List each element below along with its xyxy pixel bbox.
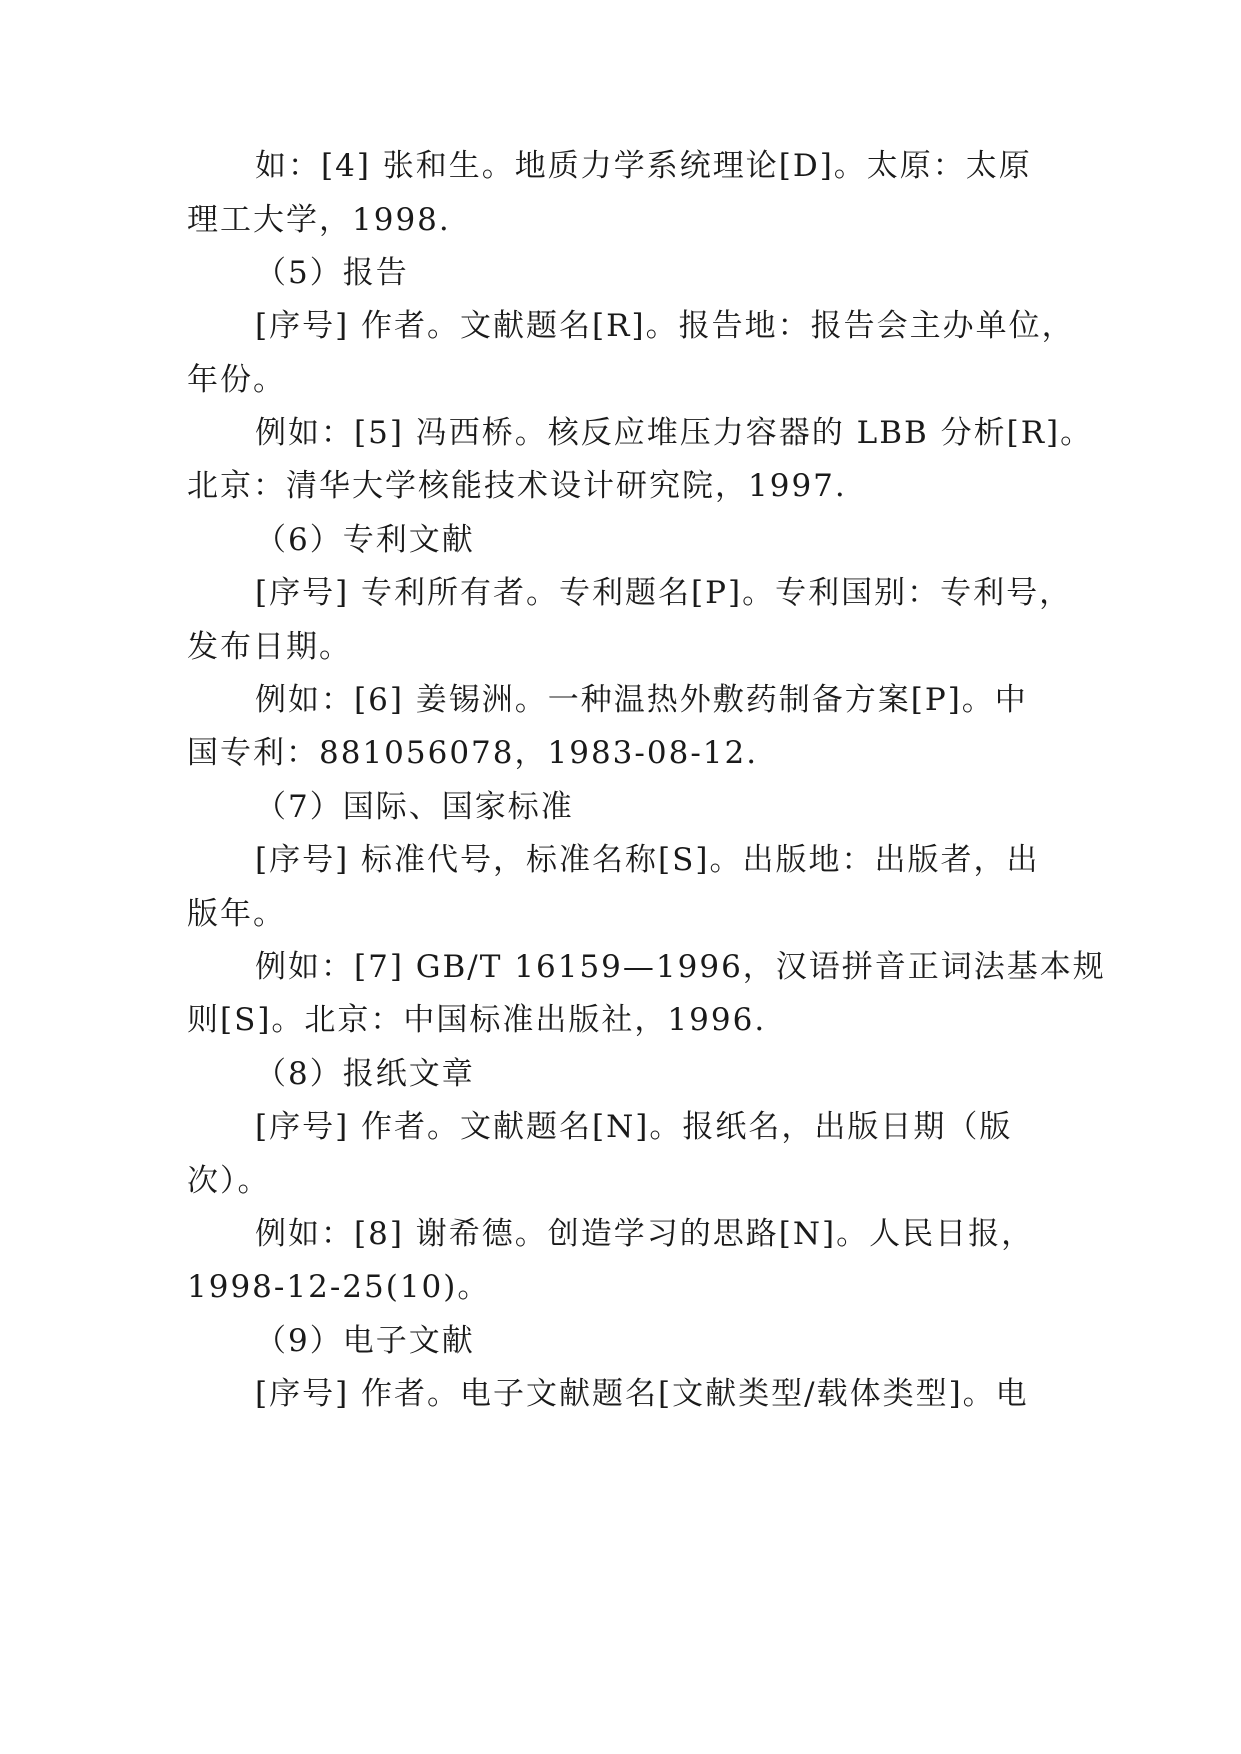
section-heading-patent: （6）专利文献 (255, 522, 475, 558)
text-line-example-4-cont: 理工大学，1998. (187, 202, 451, 238)
section-heading-newspaper: （8）报纸文章 (255, 1056, 475, 1092)
text-line-example-5-cont: 北京：清华大学核能技术设计研究院，1997. (187, 468, 847, 504)
text-line-example-5: 例如：[5] 冯西桥。核反应堆压力容器的 LBB 分析[R]。 (255, 415, 1094, 451)
section-heading-electronic: （9）电子文献 (255, 1323, 475, 1359)
text-line-example-4: 如：[4] 张和生。地质力学系统理论[D]。太原：太原 (255, 148, 1032, 184)
section-heading-report: （5）报告 (255, 255, 409, 291)
text-line-newspaper-format: [序号] 作者。文献题名[N]。报纸名，出版日期（版 (255, 1109, 1013, 1145)
section-heading-standard: （7）国际、国家标准 (255, 789, 574, 825)
text-line-report-format-cont: 年份。 (187, 362, 286, 398)
text-line-patent-format-cont: 发布日期。 (187, 629, 352, 665)
text-line-report-format: [序号] 作者。文献题名[R]。报告地：报告会主办单位， (255, 308, 1075, 344)
text-line-example-8: 例如：[8] 谢希德。创造学习的思路[N]。人民日报， (255, 1216, 1035, 1252)
text-line-newspaper-format-cont: 次）。 (187, 1163, 271, 1199)
text-line-electronic-format: [序号] 作者。电子文献题名[文献类型/载体类型]。电 (255, 1376, 1029, 1412)
text-line-example-6: 例如：[6] 姜锡洲。一种温热外敷药制备方案[P]。中 (255, 682, 1028, 718)
text-line-standard-format: [序号] 标准代号，标准名称[S]。出版地：出版者，出 (255, 842, 1040, 878)
text-line-example-7-cont: 则[S]。北京：中国标准出版社，1996. (187, 1002, 767, 1038)
text-line-standard-format-cont: 版年。 (187, 896, 286, 932)
text-line-example-7: 例如：[7] GB/T 16159—1996，汉语拼音正词法基本规 (255, 949, 1106, 985)
text-line-patent-format: [序号] 专利所有者。专利题名[P]。专利国别：专利号， (255, 575, 1073, 611)
text-line-example-8-cont: 1998-12-25(10)。 (187, 1269, 491, 1305)
text-line-example-6-cont: 国专利：881056078，1983-08-12. (187, 735, 759, 771)
